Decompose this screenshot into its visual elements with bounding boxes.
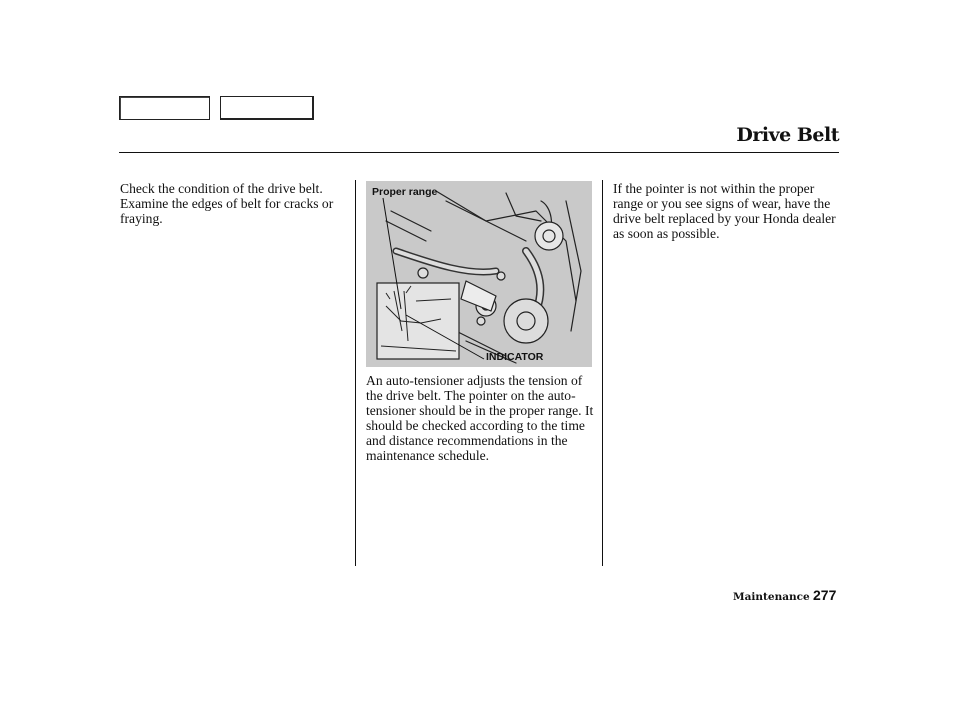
page-title: Drive Belt bbox=[736, 124, 839, 146]
engine-illustration bbox=[366, 181, 592, 367]
nav-button-main-menu[interactable] bbox=[119, 96, 210, 120]
engine-drawing bbox=[366, 181, 592, 367]
footer-section-label: Maintenance bbox=[733, 591, 810, 603]
column-divider-left bbox=[355, 180, 356, 566]
left-column-text: Check the condition of the drive belt. Examine the edges of belt for cracks or fraying. bbox=[120, 181, 334, 226]
page-number: 277 bbox=[813, 587, 837, 603]
indicator-label: INDICATOR bbox=[486, 351, 544, 363]
proper-range-label: Proper range bbox=[372, 186, 438, 198]
middle-column-text: An auto-tensioner adjusts the tension of the drive belt. The pointer on the auto-tensioner should be in the proper range. It should be checked according to the time and distance recommendations in the maintenance schedule. bbox=[366, 373, 594, 463]
title-rule bbox=[119, 152, 839, 153]
right-column-text: If the pointer is not within the proper range or you see signs of wear, have the drive belt replaced by your Honda dealer as soon as possible. bbox=[613, 181, 836, 241]
column-divider-right bbox=[602, 180, 603, 566]
nav-button-table-of-contents[interactable] bbox=[220, 96, 314, 120]
